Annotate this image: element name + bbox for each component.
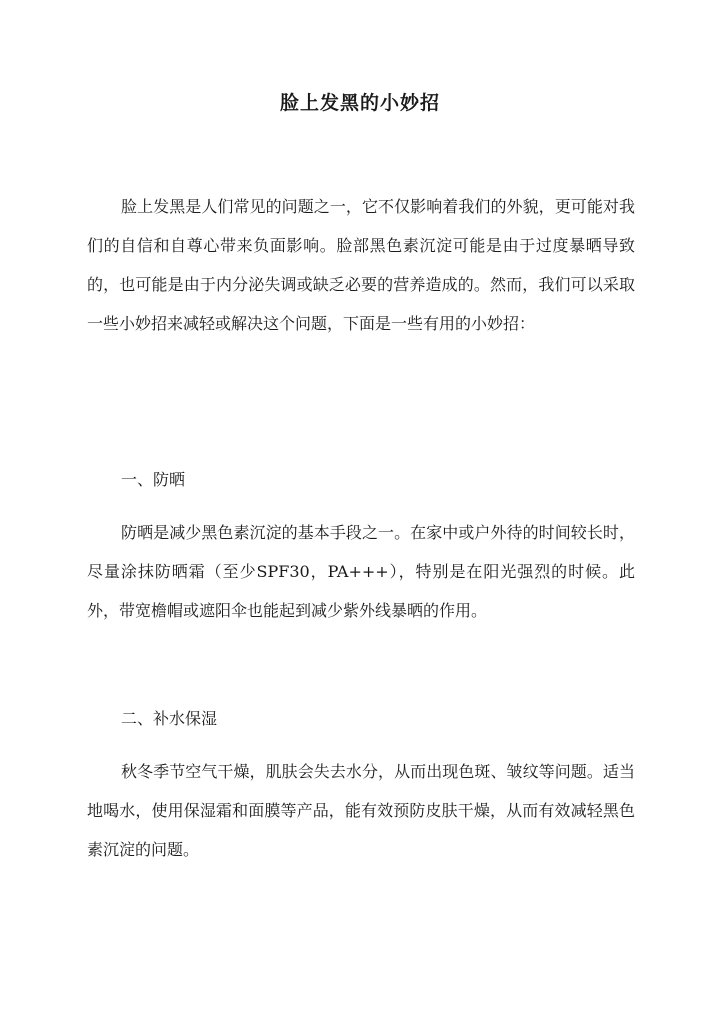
intro-paragraph: 脸上发黑是人们常见的问题之一，它不仅影响着我们的外貌，更可能对我们的自信和自尊心带来负面影响。脸部黑色素沉淀可能是由于过度暴晒导致的，也可能是由于内分泌失调或缺乏必要的营养造成的。然而，我们可以采取一些小妙招来减轻或解决这个问题，下面是一些有用的小妙招： <box>87 197 635 333</box>
section-heading-hydration: 二、补水保湿 <box>121 709 218 728</box>
section-body-hydration: 秋冬季节空气干燥，肌肤会失去水分，从而出现色斑、皱纹等问题。适当地喝水，使用保湿霜和面膜等产品，能有效预防皮肤干燥，从而有效减轻黑色素沉淀的问题。 <box>87 762 635 859</box>
section-heading-sun-protection: 一、防晒 <box>121 470 186 489</box>
section-body-sun-protection: 防晒是减少黑色素沉淀的基本手段之一。在家中或户外待的时间较长时，尽量涂抹防晒霜（至少SPF30，PA+++），特别是在阳光强烈的时候。此外，带宽檐帽或遮阳伞也能起到减少紫外线暴晒的作用。 <box>87 523 635 620</box>
document-title: 脸上发黑的小妙招 <box>279 92 440 114</box>
